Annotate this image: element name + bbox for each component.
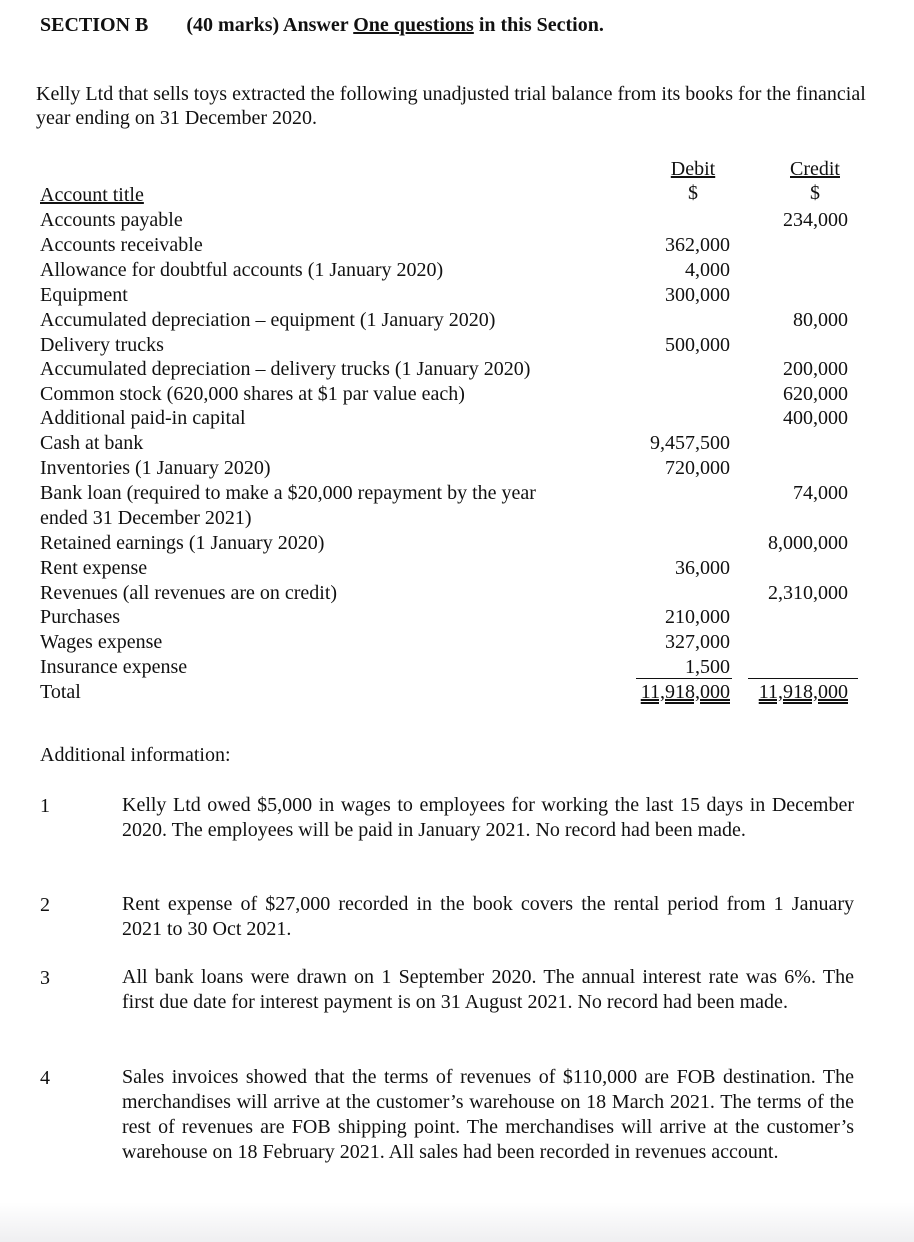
account-label: Cash at bank xyxy=(40,432,144,454)
account-label: Allowance for doubtful accounts (1 January 2020) xyxy=(40,259,444,281)
debit-amount: 4,000 xyxy=(685,259,730,281)
debit-total: 11,918,000 xyxy=(640,681,730,703)
account-label: Accounts receivable xyxy=(40,234,203,256)
credit-amount: 234,000 xyxy=(783,209,848,231)
debit-amount: 300,000 xyxy=(665,284,730,306)
credit-amount: 620,000 xyxy=(783,383,848,405)
total-label: Total xyxy=(40,681,81,703)
credit-amount: 74,000 xyxy=(793,482,848,504)
credit-total: 11,918,000 xyxy=(758,681,848,703)
debit-amount: 9,457,500 xyxy=(650,432,730,454)
account-title-header: Account title xyxy=(40,184,144,206)
marks-instruction: (40 marks) Answer One questions in this Section. xyxy=(186,14,604,36)
account-label: ended 31 December 2021) xyxy=(40,507,252,529)
note-number: 3 xyxy=(40,967,50,989)
credit-column-header xyxy=(762,157,868,205)
note-text: Sales invoices showed that the terms of revenues of $110,000 are FOB destination. The merchandises will arrive at the customer’s warehouse on 18 March 2021. The terms of the rest of revenues are FOB shipping point. The merchandises will arrive at the customer’s warehouse on 18 February 2021. All sales had been recorded in revenues account. xyxy=(122,1066,854,1163)
credit-amount: 2,310,000 xyxy=(768,582,848,604)
debit-amount: 36,000 xyxy=(675,557,730,579)
debit-label: Debit xyxy=(670,158,716,180)
debit-amount: 1,500 xyxy=(685,656,730,678)
credit-amount: 8,000,000 xyxy=(768,532,848,554)
note-number: 1 xyxy=(40,795,50,817)
credit-total-rule xyxy=(748,678,858,679)
account-label: Equipment xyxy=(40,284,128,306)
debit-amount: 720,000 xyxy=(665,457,730,479)
section-label: SECTION B xyxy=(40,14,149,36)
account-label: Accumulated depreciation – equipment (1 January 2020) xyxy=(40,309,496,331)
account-label: Revenues (all revenues are on credit) xyxy=(40,582,338,604)
account-label: Accumulated depreciation – delivery trucks (1 January 2020) xyxy=(40,358,531,380)
debit-amount: 327,000 xyxy=(665,631,730,653)
account-label: Accounts payable xyxy=(40,209,183,231)
debit-amount: 500,000 xyxy=(665,334,730,356)
additional-info-label: Additional information: xyxy=(40,744,231,766)
account-label: Common stock (620,000 shares at $1 par value each) xyxy=(40,383,465,405)
account-label: Delivery trucks xyxy=(40,334,164,356)
account-label: Inventories (1 January 2020) xyxy=(40,457,271,479)
credit-amount: 400,000 xyxy=(783,407,848,429)
account-label: Wages expense xyxy=(40,631,163,653)
account-label: Retained earnings (1 January 2020) xyxy=(40,532,325,554)
debit-amount: 362,000 xyxy=(665,234,730,256)
account-label: Rent expense xyxy=(40,557,148,579)
section-heading xyxy=(40,14,604,37)
credit-amount: 200,000 xyxy=(783,358,848,380)
note-text: All bank loans were drawn on 1 September 2020. The annual interest rate was 6%. The first due date for interest payment is on 31 August 2021. No record had been made. xyxy=(122,966,854,1013)
credit-amount: 80,000 xyxy=(793,309,848,331)
debit-amount: 210,000 xyxy=(665,606,730,628)
note-text: Rent expense of $27,000 recorded in the book covers the rental period from 1 January 2021 to 30 Oct 2021. xyxy=(122,893,854,940)
debit-total-rule xyxy=(636,678,732,679)
debit-column-header xyxy=(640,157,746,205)
debit-unit: $ xyxy=(688,182,698,204)
intro-paragraph: Kelly Ltd that sells toys extracted the following unadjusted trial balance from its books for the financial year ending on 31 December 2020. xyxy=(36,83,866,129)
page-bottom-shade xyxy=(0,1202,914,1242)
account-label: Purchases xyxy=(40,606,120,628)
account-label: Additional paid-in capital xyxy=(40,407,246,429)
note-text: Kelly Ltd owed $5,000 in wages to employees for working the last 15 days in December 2020. The employees will be paid in January 2021. No record had been made. xyxy=(122,794,854,841)
account-label: Insurance expense xyxy=(40,656,188,678)
credit-label: Credit xyxy=(790,158,840,180)
credit-unit: $ xyxy=(810,182,820,204)
note-number: 2 xyxy=(40,894,50,916)
note-number: 4 xyxy=(40,1067,50,1089)
account-label: Bank loan (required to make a $20,000 repayment by the year xyxy=(40,482,536,504)
